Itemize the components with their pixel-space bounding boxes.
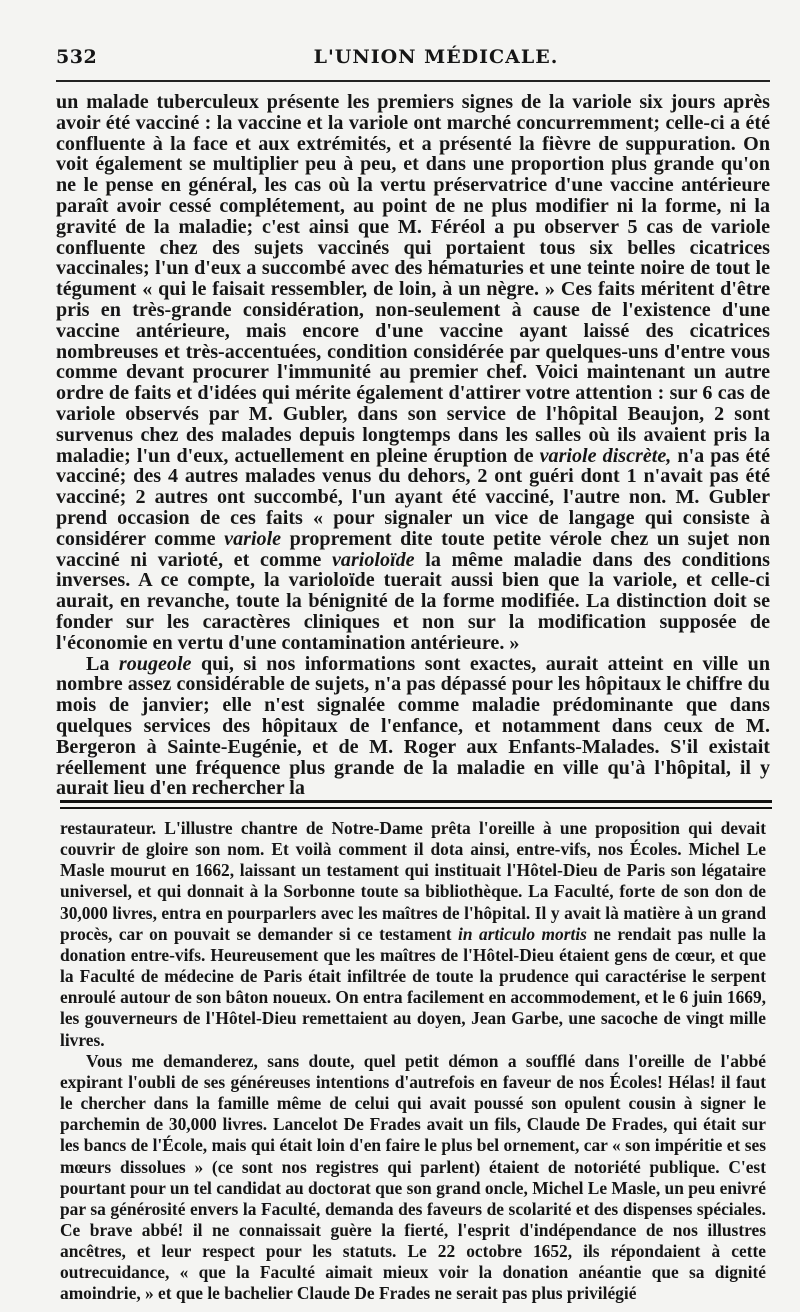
main-paragraph-1: un malade tuberculeux présente les premiers signes de la variole six jours après avoir été vacciné : la vaccine et la variole ont marché concurremment; celle-ci a été confluente à la face et aux extrémités, et a présenté la fièvre de suppuration. On voit également se multiplier peu à peu, et dans une proportion plus grande qu'on ne le pense en général, les cas où la vertu préservatrice d'une vaccine antérieure paraît avoir cessé complétement, au point de ne plus modifier ni la forme, ni la gravité de la maladie; c'est ainsi que M. Féréol a pu observer 5 cas de variole confluente chez des sujets vaccinés qui portaient tous six belles cicatrices vaccinales; l'un d'eux a succombé avec des hématuries et une teinte noire de tout le tégument « qui le faisait ressembler, de loin, à un nègre. » Ces faits méritent d'être pris en très-grande considération, non-seulement à cause de l'existence d'une vaccine antérieure, mais encore d'une vaccine ayant laissé des cicatrices nombreuses et très-accentuées, condition considérée par quelques-uns d'entre vous comme devant procurer l'immunité au premier chef. Voici maintenant un autre ordre de faits et d'idées qui mérite également d'attirer votre attention : sur 6 cas de variole observés par M. Gubler, dans son service de l'hôpital Beaujon, 2 sont survenus chez des malades depuis longtemps dans les salles où ils avaient pris la maladie; l'un d'eux, actuellement en pleine éruption de variole discrète, n'a pas été vacciné; des 4 autres malades venus du dehors, 2 ont guéri dont 1 n'avait pas été vacciné; 2 autres ont succombé, l'un ayant été vacciné, l'autre non. M. Gubler prend occasion de ces faits « pour signaler un vice de langage qui consiste à considérer comme variole proprement dite toute petite vérole chez un sujet non vacciné ni varioté, et comme varioloïde la même maladie dans des conditions inverses. A ce compte, la varioloïde tuerait aussi bien que la variole, et celle-ci aurait, en revanche, toute la bénignité de la forme modifiée. La distinction doit se fonder sur les caractères cliniques et non sur la modification supposée de l'économie en vertu d'une contamination antérieure. »: [56, 91, 770, 654]
header-rule: [56, 80, 770, 82]
page-header: [56, 40, 776, 80]
feuilleton-paragraph-2: Vous me demanderez, sans doute, quel petit démon a soufflé dans l'oreille de l'abbé expirant l'oubli de ses généreuses intentions d'autrefois en faveur de nos Écoles! Hélas! il faut le chercher dans la famille même de celui qui avait poussé son opulent cousin à signer le parchemin de 30,000 livres. Lancelot De Frades avait un fils, Claude De Frades, qui était sur les bancs de l'École, mais qui était loin d'en faire le plus bel ornement, car « son impéritie et ses mœurs dissolues » (ce sont nos registres qui parlent) étaient de notoriété publique. C'est pourtant pour un tel candidat au doctorat que son grand oncle, Michel Le Masle, un peu enivré par sa générosité envers la Faculté, demanda des faveurs de scolarité et des dispenses spéciales. Ce brave abbé! il ne connaissait guère la fierté, l'esprit d'indépendance de nos illustres ancêtres, et leur respect pour les statuts. Le 22 octobre 1652, ils répondaient à cette outrecuidance, « que la Faculté aimait mieux voir la donation anéantie que sa dignité amoindrie, » et que le bachelier Claude De Frades ne serait pas plus privilégié: [60, 1050, 766, 1304]
feuilleton-separator: [60, 800, 772, 809]
running-head: L'UNION MÉDICALE.: [313, 46, 559, 68]
page-number: 532: [56, 46, 98, 68]
feuilleton-text: [60, 818, 766, 1305]
main-paragraph-2: La rougeole qui, si nos informations sont exactes, aurait atteint en ville un nombre assez considérable de sujets, n'a pas dépassé pour les hôpitaux le chiffre du mois de janvier; elle n'est signalée comme maladie prédominante que dans quelques services des hôpitaux de l'enfance, et notamment dans ceux de M. Bergeron à Sainte-Eugénie, et de M. Roger aux Enfants-Malades. S'il existait réellement une fréquence plus grande de la maladie en ville qu'à l'hôpital, il y aurait lieu d'en rechercher la: [56, 652, 770, 800]
feuilleton-paragraph-1: restaurateur. L'illustre chantre de Notre-Dame prêta l'oreille à une proposition qui devait couvrir de gloire son nom. Et voilà comment il dota ainsi, entre-vifs, nos Écoles. Michel Le Masle mourut en 1662, laissant un testament qui instituait l'Hôtel-Dieu de Paris son légataire universel, et qui donnait à la Sorbonne toute sa bibliothèque. La Faculté, forte de son don de 30,000 livres, entra en pourparlers avec les maîtres de l'hôpital. Il y avait là matière à un grand procès, car on pouvait se demander si ce testament in articulo mortis ne rendait pas nulle la donation entre-vifs. Heureusement que les maîtres de l'Hôtel-Dieu étaient gens de cœur, et que la Faculté de médecine de Paris était infiltrée de toute la prudence qui caractérise le serpent enroulé autour de son bâton noueux. On entra facilement en accommodement, et le 6 juin 1669, les gouverneurs de l'Hôtel-Dieu remettaient au doyen, Jean Garbe, une sacoche de vingt mille livres.: [60, 818, 766, 1050]
main-text: [56, 92, 770, 799]
